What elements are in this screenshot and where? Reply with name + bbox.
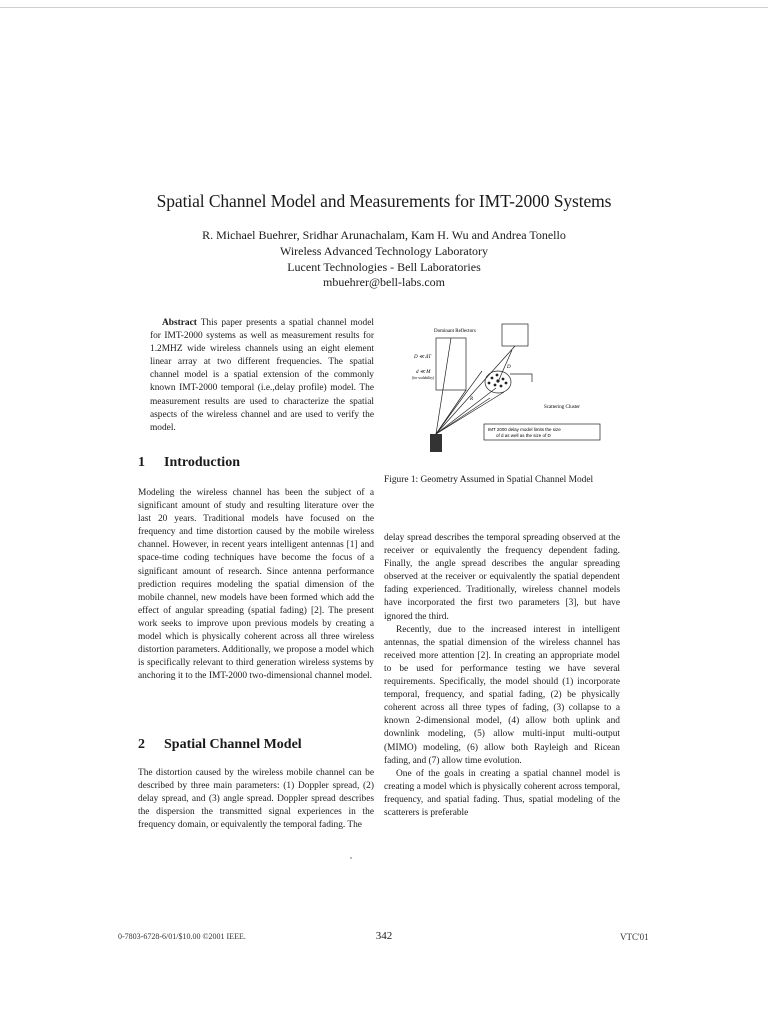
section-2-heading [138,737,302,753]
label-d-lt: D ≪ ΔT [414,355,432,360]
affiliation-company: Lucent Technologies - Bell Laboratories [287,259,481,274]
right-paragraph-1: delay spread describes the temporal spreading observed at the receiver or equivalently the frequency dependent fading. Finally, the angle spread describes the angular spreading observed at the receiver or equivalently the spatial dependent fading experienced. Traditionally, wireless channel models have incorporated the first two parameters [3], but have ignored the third. [384,533,620,622]
label-d-small: d ≪ M [416,370,431,375]
page-number: 342 [375,930,393,942]
dominant-reflector-left [436,338,466,390]
section-2-title: Spatial Channel Model [164,737,302,752]
label-r-letter: R [470,397,474,402]
author-block [0,228,768,291]
label-dominant: Dominant Reflectors [434,329,476,334]
footer-conference: VTC'01 [620,932,649,942]
section-2-paragraph: The distortion caused by the wireless mobile channel can be described by three main parameters: (1) Doppler spread, (2) delay spread, and (3) angle spread. Doppler spread describes the dispersion the transmitted signal experiences in the frequency domain, or equivalently the temporal fading. The [138,768,374,831]
paper-title: Spatial Channel Model and Measurements for IMT-2000 Systems [156,191,612,211]
scan-speck [350,857,352,859]
right-paragraph-2: Recently, due to the increased interest in intelligent antennas, the spatial dimension of the wireless channel has received more attention [2]. In creating an appropriate model to be used for performance testing we have several requirements. Specifically, the model should (1) incorporate temporal, frequency, and spatial fading, (2) be physically coherent across all three types of fading, (3) collapse to a known 2-dimensional model, (4) allow both uplink and downlink modeling, (5) allow multi-input multi-output (MIMO) modeling, (6) allow both Rayleigh and Ricean fading, and (7) allow time evolution. [384,624,620,766]
section-1-heading [138,455,240,471]
abstract [150,317,374,435]
section-2-number: 2 [138,737,145,752]
label-scattering: Scattering Cluster [544,405,580,410]
right-column-body [384,532,620,820]
dominant-reflector-right [502,324,528,346]
section-1-body [138,487,374,683]
abstract-text: This paper presents a spatial channel model for IMT-2000 systems as well as measurement results for 1.2MHZ wide wireless channels using an eight element linear array at two different frequencies. The spatial channel model is a spatial extension of the commonly known IMT-2000 temporal (i.e.,delay profile) model. The measurement results are used to characterize the spatial aspects of the wireless channel and are used to verify the model. [150,318,374,433]
section-2-body [138,767,374,832]
figure-1-diagram [384,316,620,464]
author-email: mbuehrer@bell-labs.com [322,275,445,290]
author-names: R. Michael Buehrer, Sridhar Arunachalam, Kam H. Wu and Andrea Tonello [202,228,566,242]
note-line-2: of d as well as the size of D [496,433,551,438]
affiliation-lab: Wireless Advanced Technology Laboratory [279,243,489,258]
section-1-number: 1 [138,455,145,470]
figure-1 [384,316,620,464]
label-d-small-sub: (for scalability) [412,376,435,380]
base-station-antenna [430,434,442,452]
right-paragraph-3: One of the goals in creating a spatial channel model is creating a model which is physically coherent across temporal, frequency, and spatial fading. Thus, spatial modeling of the scatterers is preferable [384,768,620,818]
label-d-letter: D [507,365,511,370]
top-rule [0,7,768,8]
figure-1-caption: Figure 1: Geometry Assumed in Spatial Channel Model [384,475,594,485]
footer-copyright: 0-7803-6728-6/01/$10.00 ©2001 IEEE. [118,932,246,941]
note-line-1: IMT 2000 delay model limits the size [488,427,561,432]
section-1-paragraph: Modeling the wireless channel has been the subject of a significant amount of study and resulting literature over the last 20 years. Traditional models have focused on the frequency and time distortion caused by the mobile wireless channel. However, in recent years intelligent antennas [1] and space-time coding techniques have become the focus of a significant amount of research. Since antenna performance prediction requires modeling the spatial dimension of the mobile channel, new models have been formed which add the effect of angular spreading (spatial fading) [2]. The present work seeks to improve upon previous models by creating a model which is physically coherent across all three wireless distortion parameters. Additionally, we propose a model which is specifically relevant to third generation wireless systems by anchoring it to the IMT-2000 two-dimensional channel model. [138,488,374,682]
abstract-label: Abstract [162,318,197,328]
section-1-title: Introduction [164,455,240,470]
